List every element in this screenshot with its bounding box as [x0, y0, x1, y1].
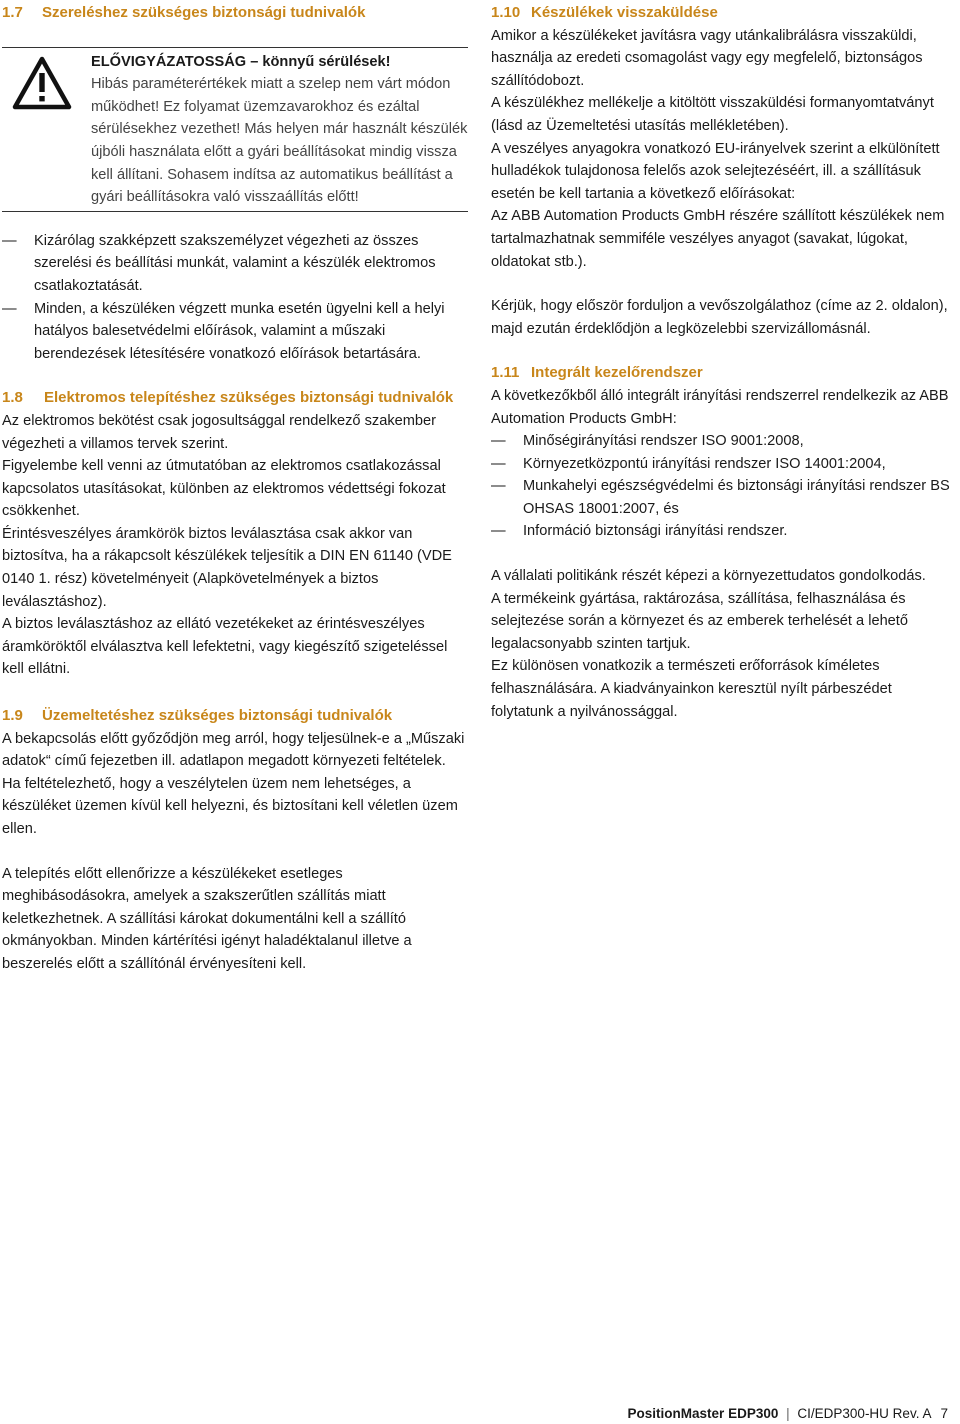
list-item: — Információ biztonsági irányítási rendszer.	[491, 520, 957, 543]
footer-separator: |	[786, 1406, 790, 1421]
paragraph: Figyelembe kell venni az útmutatóban az elektromos csatlakozással kapcsolatos utasításokat, különben az elektromos védettségi fokozat csökkenhet.	[2, 458, 446, 520]
paragraph: A következőkből álló integrált irányítási rendszerrel rendelkezik az ABB Automation Products GmbH:	[491, 387, 949, 427]
management-systems-list	[491, 430, 957, 543]
paragraph: A telepítés előtt ellenőrizze a készülékeket esetleges meghibásodásokra, amelyek a szakszerűtlen szállítás miatt keletkezhetnek. A szállítási károkat dokumentálni kell a szállító okmányokban. Minden kártérítési igényt haladéktalanul illetve a beszerelés előtt a szállítónál érvényesíteni kell.	[2, 865, 412, 972]
paragraph: Ha feltételezhető, hogy a veszélytelen üzem nem lehetséges, a készüléket üzemen kívül kell helyezni, és biztosítani kell véletlen üzem ellen.	[2, 775, 458, 837]
list-item: — Környezetközpontú irányítási rendszer ISO 14001:2004,	[491, 453, 957, 476]
warning-body: Hibás paraméterértékek miatt a szelep nem várt módon működhet! Ez folyamat üzemzavarokhoz és ezáltal sérülésekhez vezethet! Más helyen már használt készülék újbóli használata előtt a gyári beállításokat mindig vissza kell állítani. Sohasem indítsa az automatikus beállítást a gyári beállításokra való visszaállítás előtt!	[91, 76, 468, 206]
safety-list	[2, 230, 468, 366]
right-column	[491, 0, 957, 723]
page-number: 7	[940, 1406, 948, 1421]
section-1-8-heading: 1.8 Elektromos telepítéshez szükséges biztonsági tudnivalók	[2, 389, 454, 407]
paragraph: Az elektromos bekötést csak jogosultsággal rendelkező szakember végezheti a villamos tervek szerint.	[2, 412, 436, 452]
list-item: — Minőségirányítási rendszer ISO 9001:2008,	[491, 430, 957, 453]
paragraph: Kérjük, hogy először forduljon a vevőszolgálathoz (címe az 2. oldalon), majd ezután érdeklődjön a legközelebbi szervizállomásnál.	[491, 298, 948, 337]
warning-triangle-icon	[12, 56, 72, 110]
paragraph: Amikor a készülékeket javításra vagy utánkalibrálásra visszaküldi, használja az eredeti csomagolást vagy egy megfelelő, biztonságos szállítódobozt.	[491, 27, 923, 89]
paragraph: A termékeink gyártása, raktározása, szállítása, felhasználása és selejtezése során a környezet és az emberek terhelését a lehető legalacsonyabb szinten tartjuk.	[491, 590, 908, 652]
section-1-9-heading: 1.9 Üzemeltetéshez szükséges biztonsági tudnivalók	[2, 707, 393, 725]
warning-title: ELŐVIGYÁZATOSSÁG – könnyű sérülések!	[91, 53, 391, 70]
left-column	[2, 0, 468, 976]
page-footer	[628, 1405, 948, 1423]
footer-product: PositionMaster EDP300	[627, 1406, 779, 1421]
paragraph: A biztos leválasztáshoz az ellátó vezetékeket az érintésveszélyes áramköröktől elválasztva kell lefektetni, vagy kiegészítő szigeteléssel kell ellátni.	[2, 616, 448, 678]
paragraph: Az ABB Automation Products GmbH részére szállított készülékek nem tartalmazhatnak semmiféle veszélyes anyagot (savakat, lúgokat, oldatokat stb.).	[491, 208, 945, 270]
list-item: — Kizárólag szakképzett szakszemélyzet végezheti az összes szerelési és beállítási munkát, valamint a készülék elektromos csatlakoztatását.	[2, 230, 468, 298]
list-item: — Minden, a készüléken végzett munka esetén ügyelni kell a helyi hatályos balesetvédelmi előírások, valamint a műszaki berendezések létesítésére vonatkozó előírások betartására.	[2, 298, 468, 366]
paragraph: Ez különösen vonatkozik a természeti erőforrások kíméletes felhasználására. A kiadványainkon keresztül nyílt párbeszédet folytatunk a nyilvánossággal.	[491, 658, 892, 720]
warning-box	[2, 47, 468, 212]
paragraph: A készülékhez mellékelje a kitöltött visszaküldési formanyomtatványt (lásd az Üzemeltetési utasítás mellékletében).	[491, 95, 934, 134]
section-1-11-heading: 1.11 Integrált kezelőrendszer	[491, 364, 703, 382]
list-item: — Munkahelyi egészségvédelmi és biztonsági irányítási rendszer BS OHSAS 18001:2007, és	[491, 475, 957, 520]
footer-doc-id: CI/EDP300-HU Rev. A	[797, 1406, 931, 1421]
paragraph: A vállalati politikánk részét képezi a környezettudatos gondolkodás.	[491, 568, 926, 585]
paragraph: Érintésveszélyes áramkörök biztos leválasztása csak akkor van biztosítva, ha a rákapcsolt készülékek teljesítik a DIN EN 61140 (VDE 0140 1. rész) követelményeit (Alapkövetelmények a biztos leválasztáshoz).	[2, 525, 452, 610]
paragraph: A bekapcsolás előtt győződjön meg arról, hogy teljesülnek-e a „Műszaki adatok“ című fejezetben ill. adatlapon megadott környezeti feltételek.	[2, 730, 465, 770]
paragraph: A veszélyes anyagokra vonatkozó EU-irányelvek szerint a elkülönített hulladékok tulajdonosa felelős azok selejtezéséért, ill. a szállításuk esetén be kell tartania a következő előírásokat:	[491, 140, 940, 202]
section-1-7-heading: 1.7 Szereléshez szükséges biztonsági tudnivalók	[2, 4, 366, 21]
section-1-10-heading: 1.10 Készülékek visszaküldése	[491, 4, 718, 21]
